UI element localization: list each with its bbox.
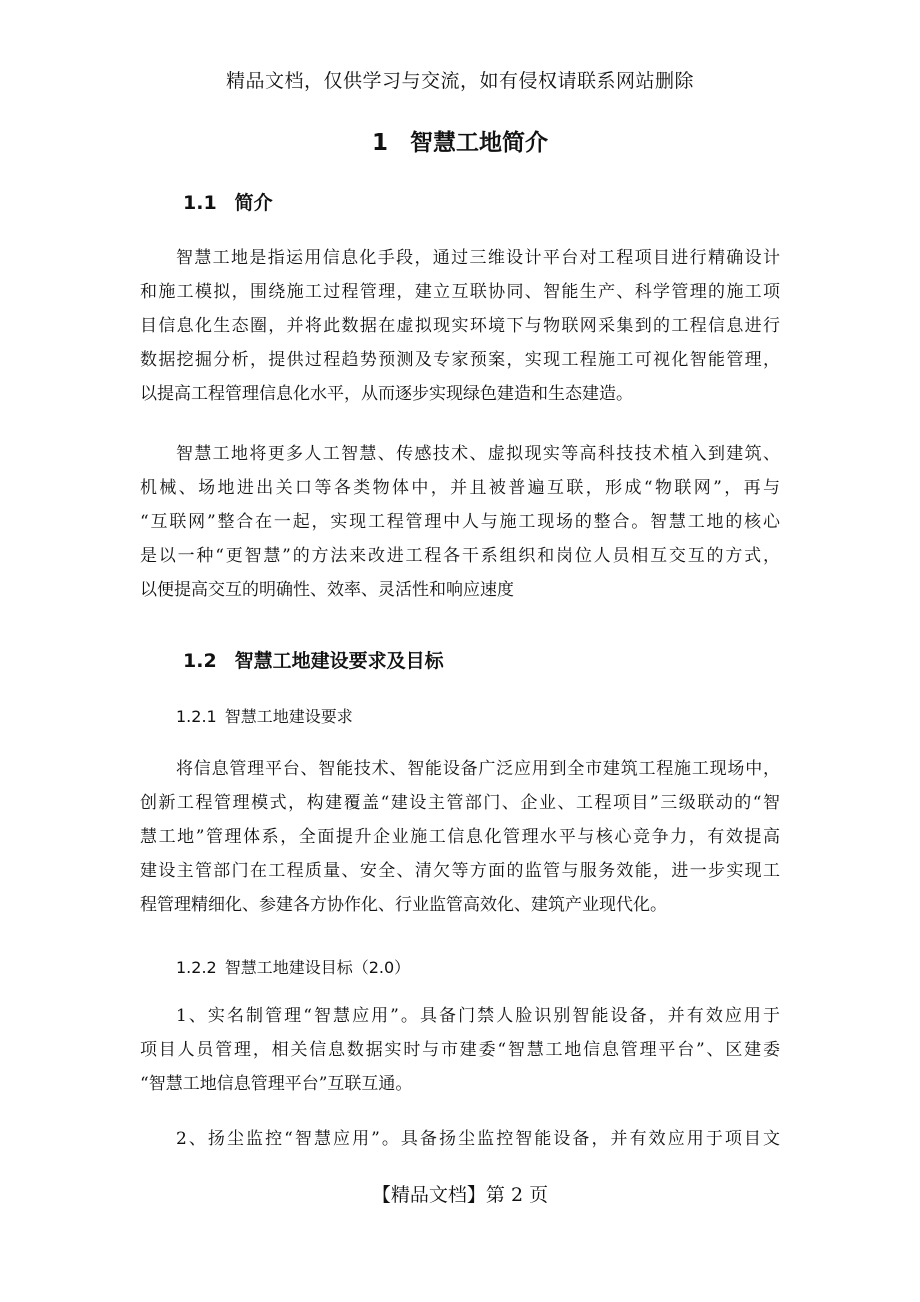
subsection-number: 1.2.2 [176, 958, 217, 977]
paragraph-line: “互联网”整合在一起，实现工程管理中人与施工现场的整合。智慧工地的核心 [140, 512, 780, 532]
paragraph-line: “智慧工地信息管理平台”互联互通。 [140, 1074, 413, 1094]
paragraph-line: 数据挖掘分析，提供过程趋势预测及专家预案，实现工程施工可视化智能管理， [140, 350, 780, 370]
chapter-number: 1 [371, 130, 388, 156]
goal-item-2 [140, 1122, 780, 1156]
section-title: 智慧工地建设要求及目标 [234, 650, 444, 672]
chapter-heading [0, 124, 920, 157]
paragraph-line: 将信息管理平台、智能技术、智能设备广泛应用到全市建筑工程施工现场中， [176, 759, 780, 779]
subsection-number: 1.2.1 [176, 707, 217, 726]
paragraph-line: 1、实名制管理“智慧应用”。具备门禁人脸识别智能设备，并有效应用于 [176, 1006, 780, 1026]
section-title: 简介 [234, 192, 273, 214]
paragraph-line: 机械、场地进出关口等各类物体中，并且被普遍互联，形成“物联网”，再与 [140, 478, 780, 498]
chapter-title: 智慧工地简介 [410, 130, 548, 156]
subsection-title: 智慧工地建设要求 [224, 707, 353, 726]
subsection-heading-1-2-1 [176, 704, 353, 727]
header-note: 精品文档，仅供学习与交流，如有侵权请联系网站删除 [225, 70, 694, 92]
goal-item-1 [140, 999, 780, 1101]
subsection-heading-1-2-2 [176, 955, 410, 978]
paragraph-line: 智慧工地将更多人工智慧、传感技术、虚拟现实等高科技技术植入到建筑、 [176, 444, 780, 464]
intro-paragraph-2 [140, 437, 780, 607]
paragraph-line: 是以一种“更智慧”的方法来改进工程各干系组织和岗位人员相互交互的方式， [140, 546, 780, 566]
paragraph-line: 目信息化生态圈，并将此数据在虚拟现实环境下与物联网采集到的工程信息进行 [140, 316, 780, 336]
paragraph-line: 和施工模拟，围绕施工过程管理，建立互联协同、智能生产、科学管理的施工项 [140, 282, 780, 302]
paragraph-line: 以提高工程管理信息化水平，从而逐步实现绿色建造和生态建造。 [140, 384, 633, 404]
section-number: 1.2 [183, 650, 217, 672]
paragraph-line: 创新工程管理模式，构建覆盖“建设主管部门、企业、工程项目”三级联动的“智 [140, 793, 780, 813]
intro-paragraph-1 [140, 241, 780, 411]
section-heading-1-2 [183, 646, 444, 673]
paragraph-line: 以便提高交互的明确性、效率、灵活性和响应速度 [140, 580, 514, 600]
section-number: 1.1 [183, 192, 217, 214]
paragraph-line: 智慧工地是指运用信息化手段，通过三维设计平台对工程项目进行精确设计 [176, 248, 780, 268]
paragraph-line: 程管理精细化、参建各方协作化、行业监管高效化、建筑产业现代化。 [140, 895, 667, 915]
paragraph-line: 建设主管部门在工程质量、安全、清欠等方面的监管与服务效能，进一步实现工 [140, 861, 780, 881]
paragraph-line: 项目人员管理，相关信息数据实时与市建委“智慧工地信息管理平台”、区建委 [140, 1040, 780, 1060]
subsection-title: 智慧工地建设目标（2.0） [224, 958, 411, 977]
requirements-paragraph [140, 752, 780, 922]
paragraph-line: 慧工地”管理体系，全面提升企业施工信息化管理水平与核心竞争力，有效提高 [140, 827, 780, 847]
section-heading-1-1 [183, 188, 273, 215]
page-footer: 【精品文档】第 2 页 [371, 1184, 549, 1206]
paragraph-line: 2、扬尘监控“智慧应用”。具备扬尘监控智能设备，并有效应用于项目文 [176, 1129, 780, 1149]
